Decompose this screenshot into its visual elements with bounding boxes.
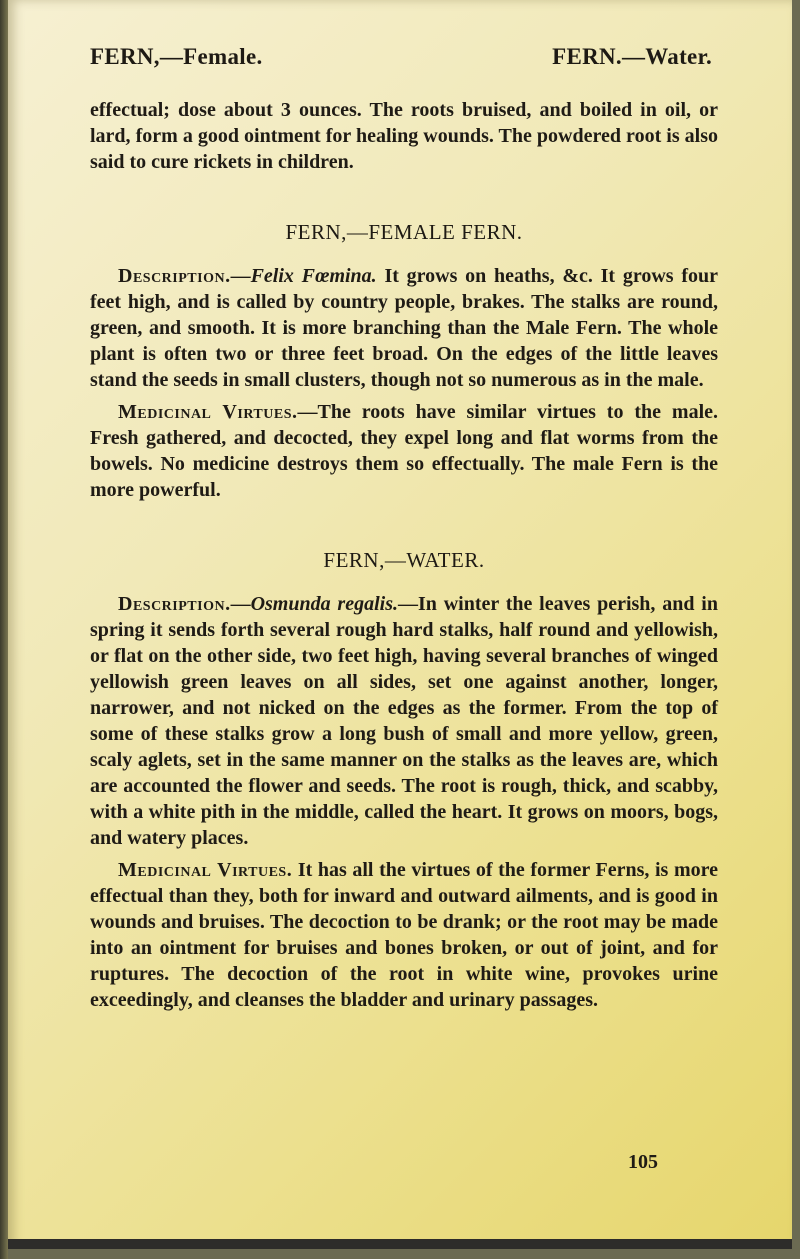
description-label: Description. [118, 593, 231, 615]
female-fern-virtues: Medicinal Virtues.—The roots have similar virtues to the male. Fresh gathered, and decocted, they expel long and flat worms from the bowels. No medicine destroys them so effectually. The male Fern is the more powerful. [90, 401, 718, 501]
book-page [8, 0, 792, 1249]
virtues-label: Medicinal Virtues. [118, 859, 293, 881]
virtues-text: The roots have similar virtues to the male. Fresh gathered, and decocted, they expel long and flat worms from the bowels. No medicine destroys them so effectually. The male Fern is the more powerful. [90, 401, 718, 501]
water-fern-virtues [90, 857, 718, 1013]
section-title-female-fern: FERN,—FEMALE FERN. [285, 220, 523, 244]
water-fern-description: Description.—Osmunda regalis.—In winter the leaves perish, and in spring it sends forth several rough hard stalks, half round and yellowish, or flat on the other side, two feet high, having several branches of winged yellowish green leaves on all sides, set one against another, longer, narrower, and not nicked on the edges as the former. From the top of some of these stalks grow a long bush of small and more yellow, green, scaly aglets, set in the same manner on the stalks as the leaves are, which are accounted the flower and seeds. The root is rough, thick, and scabby, with a white pith in the middle, called the heart. It grows on moors, bogs, and watery places. [90, 593, 718, 849]
female-fern-description: Description.—Felix Fœmina. It grows on heaths, &c. It grows four feet high, and is called by country people, brakes. The stalks are round, green, and smooth. It is more branching than the Male Fern. The whole plant is often two or three feet broad. On the edges of the little leaves stand the seeds in small clusters, though not so numerous as in the male. [90, 265, 718, 391]
book-spine-shadow [0, 0, 8, 1259]
latin-name: Felix Fœmina. [250, 265, 377, 287]
page-number: 105 [628, 1151, 658, 1173]
description-text: It grows on heaths, &c. It grows four feet high, and is called by country people, brakes. The stalks are round, green, and smooth. It is more branching than the Male Fern. The whole plant is often two or three feet broad. On the edges of the little leaves stand the seeds in small clusters, though not so numerous as in the male. [90, 265, 718, 391]
section-title-water-fern: FERN,—WATER. [323, 548, 485, 572]
continuation-paragraph: effectual; dose about 3 ounces. The roots bruised, and boiled in oil, or lard, form a good ointment for healing wounds. The powdered root is also said to cure rickets in children. [90, 99, 718, 173]
description-label: Description. [118, 265, 231, 287]
virtues-text: It has all the virtues of the former Ferns, is more effectual than they, both for inward and outward ailments, and is good in wounds and bruises. The decoction to be drank; or the root may be made into an ointment for bruises and bones broken, or out of joint, and for ruptures. The decoction of the root in white wine, provokes urine exceedingly, and cleanses the bladder and urinary passages. [90, 859, 718, 1011]
running-head [90, 44, 712, 70]
latin-name: Osmunda regalis. [250, 593, 398, 615]
running-head-right: FERN.—Water. [552, 44, 712, 69]
page-body [90, 97, 718, 1013]
page-bottom-edge [8, 1239, 792, 1249]
description-text: In winter the leaves perish, and in spring it sends forth several rough hard stalks, half round and yellowish, or flat on the other side, two feet high, having several branches of winged yellowish green leaves on all sides, set one against another, longer, narrower, and not nicked on the edges as the former. From the top of some of these stalks grow a long bush of small and more yellow, green, scaly aglets, set in the same manner on the stalks as the leaves are, which are accounted the flower and seeds. The root is rough, thick, and scabby, with a white pith in the middle, called the heart. It grows on moors, bogs, and watery places. [90, 593, 718, 849]
virtues-label: Medicinal Virtues. [118, 401, 298, 423]
running-head-left: FERN,—Female. [90, 44, 263, 69]
